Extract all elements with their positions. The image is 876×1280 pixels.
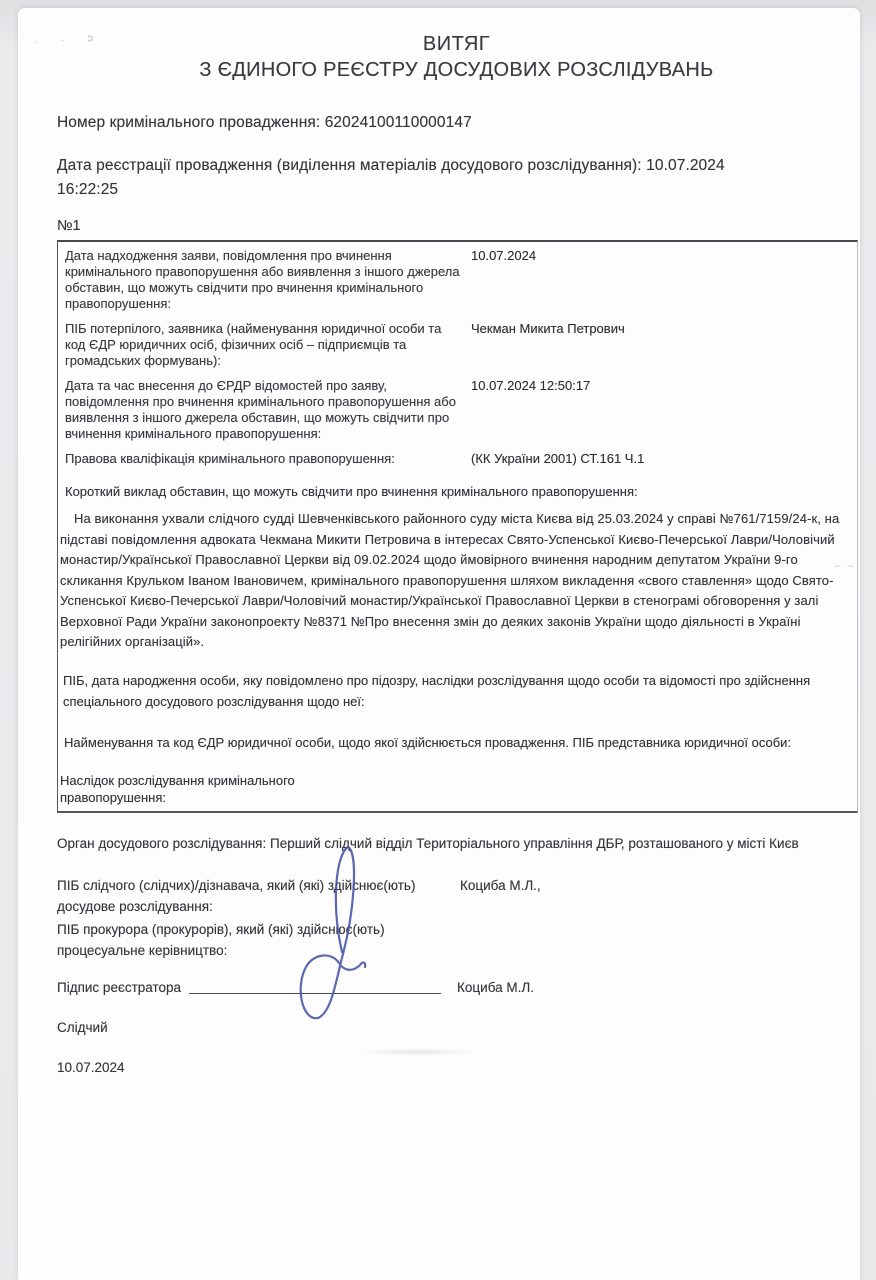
summary-text: На виконання ухвали слідчого судді Шевченківського районного суду міста Києва від 25.03.2024 у справі №761/7159/24-к, на підставі повідомлення адвоката Чекмана Микити Петровича в інтересах Свято-Успенської Києво-Печерської Лаври/Чоловічий монастир/Української Православної Церкви від 09.02.2024 щодо ймовірного вчинення народним депутатом України 9-го скликання Крульком Іваном Івановичем, кримінального правопорушення шляхом викладення «свого ставлення» щодо Свято-Успенської Києво-Печерської Лаври/Чоловічий монастир/Української Православної Церкви в стенограмі обговорення у залі Верховної Ради України законопроекту №8371 №Про внесення змін до деяких законів України щодо діяльності в Україні релігійних організацій». <box>60 511 840 649</box>
row-value: 10.07.2024 12:50:17 <box>471 378 591 393</box>
signature-line <box>189 980 441 994</box>
row-label: Правова кваліфікація кримінального правопорушення: <box>65 451 395 466</box>
summary-heading: Короткий виклад обставин, що можуть свідчити про вчинення кримінального правопорушення: <box>65 484 638 499</box>
investigator-row <box>57 875 856 917</box>
result-label: Наслідок розслідування кримінального правопорушення: <box>60 772 295 805</box>
case-number-label: Номер кримінального провадження: <box>57 114 321 131</box>
signature-label: Підпис реєстратора <box>57 979 182 995</box>
legal-entity-heading: Найменування та код ЄДР юридичної особи, щодо якої здійснюється провадження. ПІБ представника юридичної особи: <box>64 734 792 750</box>
prosecutor-row <box>57 919 856 961</box>
suspect-heading: ПІБ, дата народження особи, яку повідомлено про підозру, наслідки розслідування щодо особи та відомості про здійснення спеціального досудового розслідування щодо неї: <box>63 672 811 709</box>
table-row <box>58 442 857 467</box>
investigator-label: ПІБ слідчого (слідчих)/дізнавача, який (які) здійснює(ють) досудове розслідування: <box>57 877 416 914</box>
record-number: №1 <box>57 218 81 234</box>
registration-label: Дата реєстрації провадження (виділення матеріалів досудового розслідування): <box>57 157 642 174</box>
table-row <box>58 242 857 312</box>
registry-table <box>57 240 858 813</box>
row-label: ПІБ потерпілого, заявника (найменування юридичної особи та код ЄДР юридичних осіб, фізичних осіб – підприємців та громадських формувань): <box>65 321 442 368</box>
row-value: Чекман Микита Петрович <box>471 321 625 336</box>
registration-date: 10.07.2024 <box>646 157 725 174</box>
row-value: (КК України 2001) СТ.161 Ч.1 <box>471 451 645 466</box>
signature-row <box>57 978 856 997</box>
row-value: 10.07.2024 <box>471 248 537 263</box>
pencil-marks-artifact: · · ɔ <box>33 31 104 49</box>
scan-dash-artifact: – – <box>834 560 856 572</box>
case-number-line <box>57 111 837 135</box>
signature-name: Коциба М.Л. <box>457 979 534 995</box>
table-row <box>58 312 857 369</box>
row-label: Дата надходження заяви, повідомлення про вчинення кримінального правопорушення або виявлення з іншого джерела обставин, що можуть свідчити про вчинення кримінального правопорушення: <box>65 248 460 311</box>
document-subtitle: З ЄДИНОГО РЕЄСТРУ ДОСУДОВИХ РОЗСЛІДУВАНЬ <box>199 59 714 81</box>
table-row <box>58 369 857 442</box>
case-number-value: 62024100110000147 <box>324 114 472 131</box>
document-page <box>18 8 860 1280</box>
row-label: Дата та час внесення до ЄРДР відомостей про заяву, повідомлення про вчинення кримінального правопорушення або виявлення з іншого джерела обставин, що можуть свідчити про вчинення кримінального правопорушення: <box>65 378 456 441</box>
document-title: ВИТЯГ <box>422 33 491 55</box>
authority-line: Орган досудового розслідування: Перший слідчий відділ Територіального управління ДБР, розташованого у місті Києв <box>57 835 799 851</box>
document-date: 10.07.2024 <box>57 1059 125 1075</box>
registration-line <box>57 154 837 202</box>
prosecutor-label: ПІБ прокурора (прокурорів), який (які) здійснює(ють) процесуальне керівництво: <box>57 921 385 958</box>
registration-time: 16:22:25 <box>57 181 119 198</box>
investigator-title: Слідчий <box>57 1019 108 1035</box>
document-content <box>57 32 856 1077</box>
investigator-name: Коциба М.Л., <box>460 877 541 893</box>
